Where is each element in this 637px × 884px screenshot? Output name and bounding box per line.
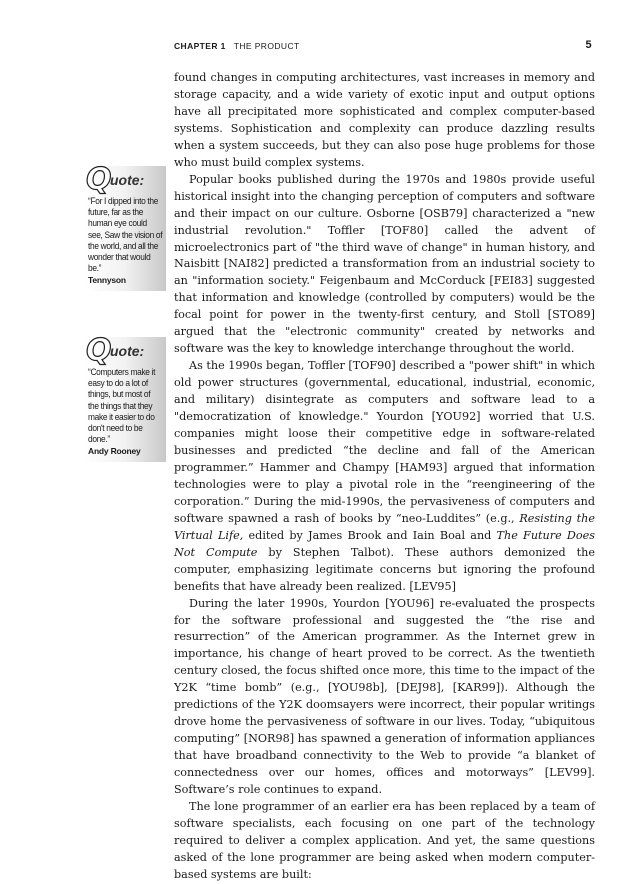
book-title-future: The Future Does Not Compute: [174, 528, 595, 559]
quote-text: “For I dipped into the future, far as the human eye could see, Saw the vision of the world, and all the wonder that would be.”: [88, 196, 163, 274]
paragraph-text: by Stephen Talbot). These authors demonized the computer, emphasizing legitimate concerns but ignoring the profound benefits that have already been realized. [LEV95]: [174, 545, 595, 593]
running-head: [174, 41, 594, 55]
chapter-label: CHAPTER 1: [174, 41, 226, 51]
paragraph-continued: found changes in computing architectures, vast increases in memory and storage capacity, and a wide variety of exotic input and output options have all precipitated more sophisticated and complex computer-based systems. Sophistication and complexity can produce dazzling results when a system succeeds, but they can also pose huge problems for those who must build complex systems.: [174, 71, 595, 169]
quote-label-rest: uote:: [110, 172, 145, 188]
paragraph-text: As the 1990s began, Toffler [TOF90] described a "power shift" in which old power structures (governmental, educational, industrial, economic, and military) disintegrate as computers and software lead to a "democratization of knowledge." Yourdon [YOU92] worried that U.S. companies might loose their competitive edge in software-related businesses and predicted “the decline and fall of the American programmer.” Hammer and Champy [HAM93] argued that information technologies were to play a pivotal role in the “reengineering of the corporation.” During the mid-1990s, the pervasiveness of computers and software spawned a rash of books by “neo-Luddites” (e.g.,: [174, 359, 595, 525]
paragraph-1990s: [174, 358, 595, 595]
paragraph-lone-programmer: The lone programmer of an earlier era has been replaced by a team of software specialists, each focusing on one part of the technology required to deliver a complex application. And yet, the same questions asked of the lone programmer are being asked when modern computer-based systems are built:: [174, 799, 595, 881]
quote-label-initial: Q: [86, 162, 112, 197]
paragraph-later-1990s: During the later 1990s, Yourdon [YOU96] re-evaluated the prospects for the software professional and suggested the “the rise and resurrection” of the American programmer. As the Internet grew in importance, his change of heart proved to be correct. As the twentieth century closed, the focus shifted once more, this time to the impact of the Y2K “time bomb” (e.g., [YOU98b], [DEJ98], [KAR99]). Although the predictions of the Y2K doomsayers were incorrect, their popular writings drove home the pervasiveness of software in our lives. Today, “ubiquitous computing” [NOR98] has spawned a generation of information appliances that have broadband connectivity to the Web to provide “a blanket of connectedness over our homes, offices and motorways” [LEV99]. Software’s role continues to expand.: [174, 596, 595, 797]
book-title-resisting: Resisting the Virtual Life,: [174, 511, 595, 542]
paragraph-popular-books: Popular books published during the 1970s and 1980s provide useful historical insight into the changing perception of computers and software and their impact on our culture. Osborne [OSB79] characterized a "new industrial revolution." Toffler [TOF80] called the advent of microelectronics part of "the third wave of change" in human history, and Naisbitt [NAI82] predicted a transformation from an industrial society to an "information society." Feigenbaum and McCorduck [FEI83] suggested that information and knowledge (controlled by computers) would be the focal point for power in the twenty-first century, and Stoll [STO89] argued that the "electronic community" created by networks and software was the key to knowledge interchange throughout the world.: [174, 172, 595, 356]
page-number: 5: [585, 39, 592, 51]
quote-label: [86, 333, 162, 368]
quote-author: Tennyson: [88, 275, 126, 286]
body-text: [174, 70, 595, 884]
quote-sidebar-rooney: [84, 333, 166, 462]
chapter-title: THE PRODUCT: [233, 41, 300, 51]
quote-sidebar-tennyson: [84, 162, 166, 291]
quote-author: Andy Rooney: [88, 446, 141, 457]
quote-label-initial: Q: [86, 333, 112, 368]
quote-label-rest: uote:: [110, 343, 145, 359]
quote-text: “Computers make it easy to do a lot of things, but most of the things that they make it easier to do don't need to be done.”: [88, 367, 156, 445]
quote-label: [86, 162, 162, 197]
paragraph-text: edited by James Brook and Iain Boal and: [243, 528, 497, 542]
